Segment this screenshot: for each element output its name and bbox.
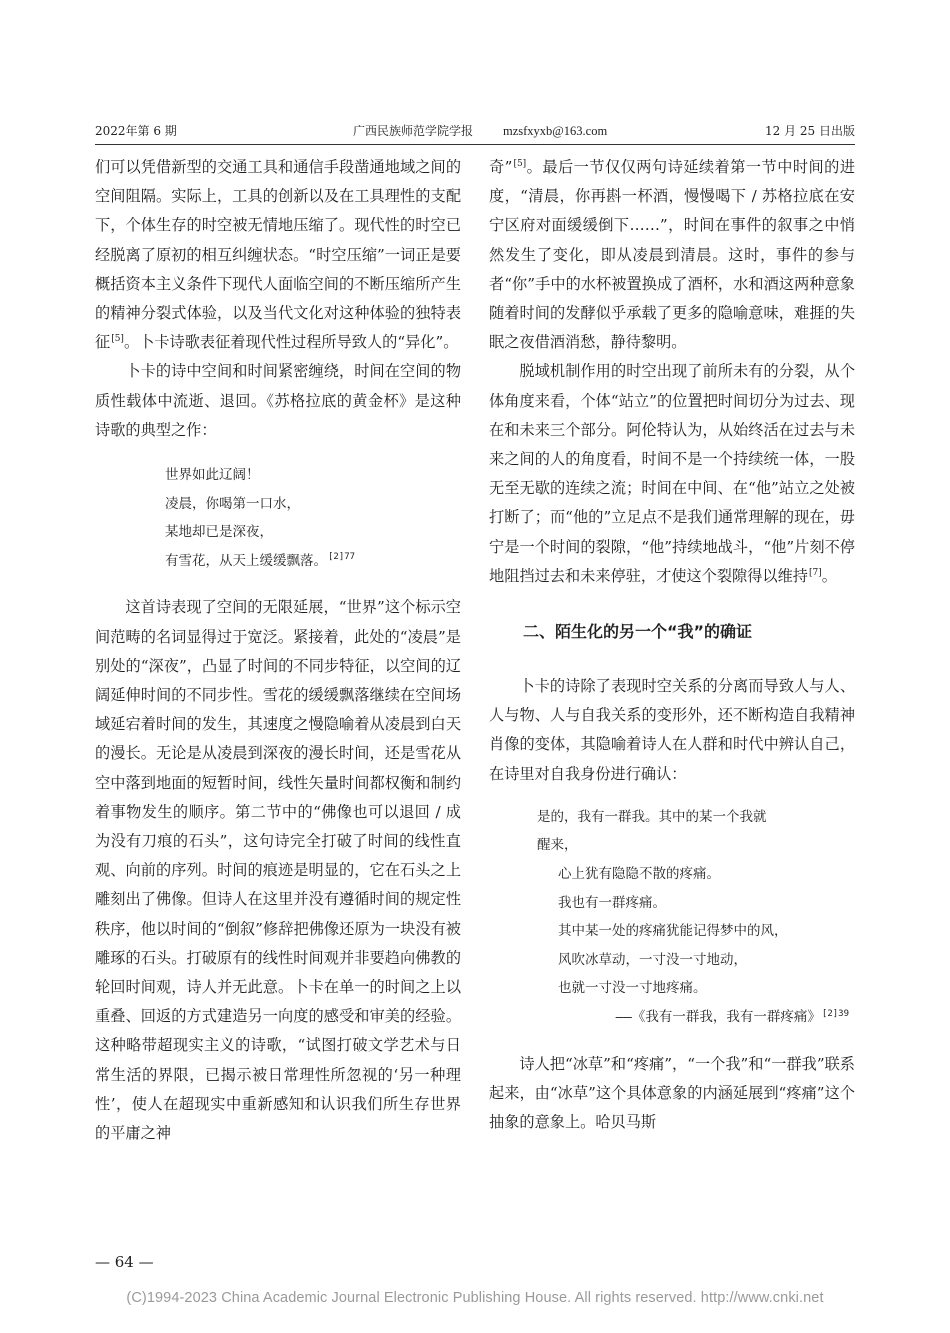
publication-date: 12 月 25 日出版 <box>765 124 855 138</box>
copyright-footer: (C)1994-2023 China Academic Journal Electronic Publishing House. All rights reserved. http://www.cnki.net <box>126 1290 824 1306</box>
left-column <box>95 153 461 1148</box>
poem-line: 其中某一处的疼痛犹能记得梦中的风， <box>558 923 788 940</box>
citation-ref: [5] <box>513 158 527 169</box>
right-column <box>489 153 855 1137</box>
page-number: — 64 — <box>95 1253 154 1271</box>
left-paragraph-1: 们可以凭借新型的交通工具和通信手段凿通地域之间的空间阻隔。实际上，工具的创新以及在工具理性的支配下，个体生存的时空被无情地压缩了。现代性的时空已经脱离了原初的相互纠缠状态。“时空压缩”一词正是要概括资本主义条件下现代人面临空间的不断压缩所产生的精神分裂式体验，以及当代文化对这种体验的独特表征[5]。卜卡诗歌表征着现代性过程所导致人的“异化”。 <box>95 158 461 352</box>
citation-ref: [2]77 <box>328 552 356 563</box>
poem-line: 是的，我有一群我。其中的某一个我就 <box>537 808 767 825</box>
poem-line: 世界如此辽阔！ <box>165 467 260 484</box>
poem-line: 某地却已是深夜， <box>165 524 273 541</box>
right-paragraph-4: 诗人把“冰草”和“疼痛”，“一个我”和“一群我”联系起来，由“冰草”这个具体意象的内涵延展到“疼痛”这个抽象的意象上。哈贝马斯 <box>489 1054 855 1132</box>
citation-ref: [7] <box>808 567 822 578</box>
left-paragraph-2: 卜卡的诗中空间和时间紧密缠绕，时间在空间的物质性载体中流逝、退回。《苏格拉底的黄金杯》是这种诗歌的典型之作： <box>95 362 461 439</box>
poem-line: 有雪花，从天上缓缓飘落。$^{[2]77}$ <box>165 552 356 569</box>
poem-excerpt-group-of-me <box>537 803 855 1032</box>
right-paragraph-2: 脱域机制作用的时空出现了前所未有的分裂，从个体角度来看，个体“站立”的位置把时间切分为过去、现在和未来三个部分。阿伦特认为，从始终活在过去与未来之间的人的角度看，时间不是一个持续统一体，一股无至无歇的连续之流；时间在中间、在“他”站立之处被打断了；而“他的”立足点不是我们通常理解的现在，毋宁是一个时间的裂隙，“他”持续地战斗，“他”片刻不停地阻挡过去和未来停驻，才使这个裂隙得以维持[7]。 <box>489 362 855 585</box>
left-paragraph-3: 这首诗表现了空间的无限延展，“世界”这个标示空间范畴的名词显得过于宽泛。紧接着，此处的“凌晨”是别处的“深夜”，凸显了时间的不同步特征，以空间的辽阔延伸时间的不同步性。雪花的缓缓飘落继续在空间场域延宕着时间的发生，其速度之慢隐喻着从凌晨到白天的漫长。无论是从凌晨到深夜的漫长时间，还是雪花从空中落到地面的短暂时间，线性矢量时间都权衡和制约着事物发生的顺序。第二节中的“佛像也可以退回 / 成为没有刀痕的石头”，这句诗完全打破了时间的线性直观、向前的序列。时间的痕迹是明显的，它在石头之上雕刻出了佛像。但诗人在这里并没有遵循时间的规定性秩序，他以时间的“倒叙”修辞把佛像还原为一块没有被雕琢的石头。打破原有的线性时间观并非要趋向佛教的轮回时间观，诗人并无此意。卜卡在单一的时间之上以重叠、回返的方式建造另一向度的感受和审美的经验。这种略带超现实主义的诗歌，“试图打破文学艺术与日常生活的界限，已揭示被日常理性所忽视的‘另一种理性’，使人在超现实中重新感知和认识我们所生存世界的平庸之神 <box>95 598 461 1143</box>
issue-label: 2022年第 6 期 <box>95 124 177 138</box>
poem-line: 凌晨，你喝第一口水， <box>165 495 300 512</box>
poem-line: 醒来， <box>537 837 578 854</box>
right-paragraph-1: 奇”[5]。最后一节仅仅两句诗延续着第一节中时间的进度，“清晨，你再斟一杯酒，慢慢喝下 / 苏格拉底在安宁区府对面缓缓倒下……”，时间在事件的叙事之中悄然发生了变化，即从凌晨到清晨。这时，事件的参与者“你”手中的水杯被置换成了酒杯，水和酒这两种意象随着时间的发酵似乎承载了更多的隐喻意味，难捱的失眠之夜借酒消愁，静待黎明。 <box>489 158 856 352</box>
poem-line: 我也有一群疼痛。 <box>558 894 666 911</box>
poem-line: 风吹冰草动，一寸没一寸地动， <box>558 951 747 968</box>
running-header <box>95 121 855 141</box>
header-divider <box>95 144 855 145</box>
right-paragraph-3: 卜卡的诗除了表现时空关系的分离而导致人与人、人与物、人与自我关系的变形外，还不断构造自我精神肖像的变体，其隐喻着诗人在人群和时代中辨认自己，在诗里对自我身份进行确认： <box>489 677 855 783</box>
poem-excerpt-socrates <box>165 461 461 575</box>
poem-line: 也就一寸没一寸地疼痛。 <box>558 980 707 997</box>
citation-ref: [5] <box>111 334 124 345</box>
journal-email: mzsfxyxb@163.com <box>503 124 608 138</box>
poem-source: ——《我有一群我，我有一群疼痛》$^{[2]39}$ <box>615 1008 849 1026</box>
poem-line: 心上犹有隐隐不散的疼痛。 <box>558 866 720 883</box>
citation-ref: [2]39 <box>821 1008 849 1019</box>
section-heading: 二、陌生化的另一个“我”的确证 <box>523 622 753 642</box>
journal-name: 广西民族师范学院学报 <box>353 124 474 138</box>
